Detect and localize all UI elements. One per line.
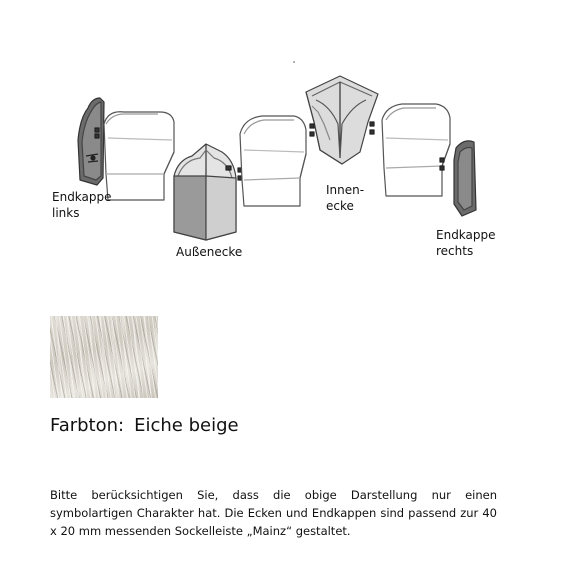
inner-corner-drawing [306, 76, 378, 164]
end-cap-right-drawing [454, 141, 476, 216]
disclaimer-note: Bitte berücksichtigen Sie, dass die obige Darstellung nur einen symbolartigen Charakter hat. Die Ecken und Endkappen sind passend zur 40 x 20 mm messenden Sockelleiste „Mainz“ gestaltet. [50, 487, 497, 538]
color-label: Farbton: [50, 415, 125, 436]
color-line [50, 414, 239, 438]
color-value: Eiche beige [134, 415, 239, 436]
skirting-section-2-drawing [240, 116, 306, 206]
end-cap-left-drawing [78, 98, 104, 185]
end-cap-right-label: Endkappe rechts [436, 228, 496, 258]
outer-corner-drawing [174, 144, 242, 240]
outer-corner-label: Außenecke [176, 245, 243, 259]
skirting-section-3-drawing [382, 104, 450, 196]
inner-corner-label: Innen- ecke [326, 183, 365, 213]
end-cap-left-label: Endkappe links [52, 190, 112, 220]
skirting-section-1-drawing [104, 112, 174, 200]
color-swatch-oak-beige [50, 316, 158, 398]
